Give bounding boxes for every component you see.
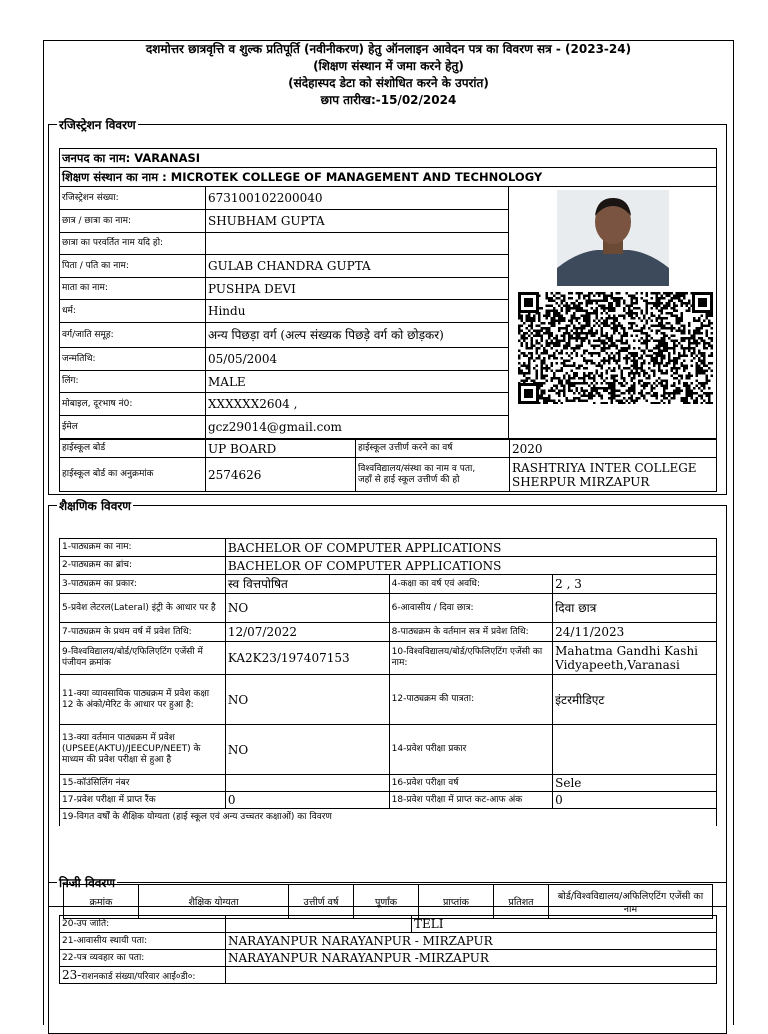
counselling-number: [225, 775, 389, 792]
religion: Hindu: [206, 300, 509, 323]
table-row: [60, 300, 509, 323]
col-max-marks: पूर्णांक: [354, 885, 419, 919]
field-label: रजिस्ट्रेशन संख्या:: [60, 187, 206, 210]
university-name-line2: Vidyapeeth,Varanasi: [555, 658, 680, 672]
university-registration-number: KA2K23/197407153: [225, 642, 389, 675]
header-subtitle-1: (शिक्षण संस्थान में जमा करने हेतु): [313, 59, 464, 73]
field-label: 5-प्रवेश लेटरल(Lateral) इंट्री के आधार पर है: [60, 594, 226, 623]
permanent-address: NARAYANPUR NARAYANPUR - MIRZAPUR: [226, 933, 717, 950]
table-row: [60, 792, 717, 809]
field-label: 15-कॉउंसिलिंग नंबर: [60, 775, 226, 792]
hs-roll-value: 2574626: [206, 458, 356, 492]
student-photo: [557, 190, 669, 286]
field-label: 10-विश्वविद्यालय/बोर्ड/एफिलिएटिंग एजेंसी का नाम:: [389, 642, 552, 675]
table-row: [60, 933, 717, 950]
highschool-table: [59, 439, 717, 492]
table-row: [60, 594, 717, 623]
current-session-admission-date: 24/11/2023: [553, 623, 717, 642]
field-label: 6-आवासीय / दिवा छात्र:: [389, 594, 552, 623]
field-label: छात्रा का परवर्तित नाम यदि हो:: [60, 233, 206, 255]
field-label: 22-पत्र व्यवहार का पता:: [60, 950, 226, 967]
student-details-table: [59, 186, 509, 439]
mobile-number: XXXXXX2604 ,: [206, 393, 509, 416]
sub-caste: TELI: [412, 916, 717, 933]
lateral-entry: NO: [225, 594, 389, 623]
photo-qr-box: [509, 186, 717, 439]
table-row: [60, 278, 509, 300]
table-row: [60, 210, 509, 233]
caste-category: अन्य पिछड़ा वर्ग (अल्प संख्यक पिछड़े वर्ग को छोड़कर): [206, 323, 509, 348]
header-subtitle-2: (संदेहास्पद डेटा को संशोधित करने के उपरांत): [288, 76, 489, 90]
field-label: वर्ग/जाति समूह:: [60, 323, 206, 348]
field-label-text: राशनकार्ड संख्या/परिवार आई०डी०:: [81, 971, 196, 982]
col-percentage: प्रतिशत: [494, 885, 549, 919]
student-name: SHUBHAM GUPTA: [206, 210, 509, 233]
field-label: लिंग:: [60, 371, 206, 393]
table-row: [60, 187, 509, 210]
hostel-day-scholar: दिवा छात्र: [553, 594, 717, 623]
print-date: छाप तारीख:-15/02/2024: [320, 93, 457, 107]
course-name: BACHELOR OF COMPUTER APPLICATIONS: [225, 539, 716, 557]
table-row: [60, 458, 717, 492]
course-eligibility: इंटरमीडिएट: [553, 675, 717, 725]
table-row: [60, 416, 509, 439]
registration-section: [48, 116, 727, 495]
hs-board-value: UP BOARD: [206, 440, 356, 458]
field-label: 4-कक्षा का वर्ष एवं अवधि:: [389, 575, 552, 594]
hs-roll-label: हाईस्कूल बोर्ड का अनुक्रमांक: [60, 458, 206, 492]
course-branch: BACHELOR OF COMPUTER APPLICATIONS: [225, 557, 716, 575]
application-form: [43, 40, 734, 1025]
field-label: छात्र / छात्रा का नाम:: [60, 210, 206, 233]
correspondence-address: NARAYANPUR NARAYANPUR -MIRZAPUR: [226, 950, 717, 967]
field-label: 16-प्रवेश परीक्षा वर्ष: [389, 775, 552, 792]
cutoff-marks: 0: [553, 792, 717, 809]
table-row: [60, 440, 717, 458]
hs-board-label: हाईस्कूल बोर्ड: [60, 440, 206, 458]
gender: MALE: [206, 371, 509, 393]
table-row: [60, 642, 717, 675]
hs-school-label-line1: विश्वविद्यालय/संस्था का नाम व पता,: [358, 463, 476, 474]
table-row: [60, 233, 509, 255]
hs-year-value: 2020: [510, 440, 717, 458]
hs-school-value-line1: RASHTRIYA INTER COLLEGE: [512, 460, 697, 475]
academic-table: [59, 538, 717, 826]
field-label: पिता / पति का नाम:: [60, 255, 206, 278]
header-title: दशमोत्तर छात्रवृत्ति व शुल्क प्रतिपूर्ति (नवीनीकरण) हेतु ऑनलाइन आवेदन पत्र का विवरण सत्र - (2023-24): [145, 42, 632, 56]
col-board-name: बोर्ड/विश्वविद्यालय/अफिलिएटिंग एजेंसी का नाम: [549, 885, 713, 919]
field-label: 8-पाठ्यक्रम के वर्तमान सत्र में प्रवेश तिथि:: [389, 623, 552, 642]
mother-name: PUSHPA DEVI: [206, 278, 509, 300]
field-label: 7-पाठ्यक्रम के प्रथम वर्ष में प्रवेश तिथि:: [60, 623, 226, 642]
row-number: 23-: [62, 967, 82, 982]
field-label: 3-पाठ्यक्रम का प्रकार:: [60, 575, 226, 594]
district-name: जनपद का नाम: VARANASI: [60, 149, 717, 168]
first-year-admission-date: 12/07/2022: [225, 623, 389, 642]
academic-section: [48, 497, 727, 915]
field-label: ईमेल: [60, 416, 206, 439]
course-type: स्व वित्तपोषित: [225, 575, 389, 594]
ration-card-number: [226, 967, 717, 984]
field-label: [60, 967, 226, 984]
table-row: [60, 393, 509, 416]
field-label: 17-प्रवेश परीक्षा में प्राप्त रैंक: [60, 792, 226, 809]
field-label: 13-क्या वर्तमान पाठ्यक्रम में प्रवेश (UPSEE(AKTU)/JEECUP/NEET) के माध्यम की प्रवेश परीक्षा से हुआ है: [60, 725, 226, 775]
col-qualification: शैक्षिक योग्यता: [139, 885, 289, 919]
table-row: [60, 575, 717, 594]
entrance-exam-admission: NO: [225, 725, 389, 775]
personal-section: [48, 874, 727, 1034]
date-of-birth: 05/05/2004: [206, 348, 509, 371]
university-name: [553, 642, 717, 675]
empty-cell: [226, 916, 412, 933]
field-label: 12-पाठ्यक्रम की पात्रता:: [389, 675, 552, 725]
table-row: [60, 809, 717, 826]
hs-year-label: हाईस्कूल उत्तीर्ण करने का वर्ष: [356, 440, 510, 458]
personal-table: [59, 915, 717, 984]
personal-legend: निजी विवरण: [59, 876, 115, 890]
registration-number: 673100102200040: [206, 187, 509, 210]
merit-admission: NO: [225, 675, 389, 725]
table-row: [60, 623, 717, 642]
field-label: 11-क्या व्यावसायिक पाठ्यक्रम में प्रवेश कक्षा 12 के अंको/मेरिट के आधार पर हुआ है:: [60, 675, 226, 725]
table-row: [60, 255, 509, 278]
hs-school-label-line2: जहाँ से हाई स्कूल उत्तीर्ण की हो: [358, 474, 460, 485]
institute-name: शिक्षण संस्थान का नाम : MICROTEK COLLEGE OF MANAGEMENT AND TECHNOLOGY: [60, 168, 717, 187]
field-label: जन्मतिथि:: [60, 348, 206, 371]
table-row: [60, 557, 717, 575]
table-row: [60, 916, 717, 933]
field-label: माता का नाम:: [60, 278, 206, 300]
field-label: 20-उप जाति:: [60, 916, 226, 933]
field-label: 9-विश्वविद्यालय/बोर्ड/एफिलिएटिंग एजेंसी में पंजीयन क्रमांक: [60, 642, 226, 675]
father-name: GULAB CHANDRA GUPTA: [206, 255, 509, 278]
col-serial: क्रमांक: [64, 885, 139, 919]
hs-school-label: [356, 458, 510, 492]
field-label: 14-प्रवेश परीक्षा प्रकार: [389, 725, 552, 775]
table-row: [60, 775, 717, 792]
class-year-duration: 2 , 3: [553, 575, 717, 594]
hs-school-value: [510, 458, 717, 492]
academic-legend: शैक्षणिक विवरण: [59, 499, 131, 513]
table-row: [60, 348, 509, 371]
qr-code: [518, 292, 713, 404]
registration-legend: रजिस्ट्रेशन विवरण: [59, 118, 136, 132]
table-row: [60, 967, 717, 984]
university-name-line1: Mahatma Gandhi Kashi: [555, 644, 699, 658]
registration-table: [59, 148, 717, 187]
field-label: 21-आवासीय स्थायी पता:: [60, 933, 226, 950]
field-label: 18-प्रवेश परीक्षा में प्राप्त कट-आफ अंक: [389, 792, 552, 809]
table-row: [60, 371, 509, 393]
field-label: 2-पाठ्यक्रम का ब्रांच:: [60, 557, 226, 575]
changed-name: [206, 233, 509, 255]
table-row: [60, 950, 717, 967]
table-row: [60, 323, 509, 348]
table-row: [60, 539, 717, 557]
field-label: मोबाइल, दूरभाष नं0:: [60, 393, 206, 416]
col-passing-year: उत्तीर्ण वर्ष: [289, 885, 354, 919]
previous-qualification-heading: 19-विगत वर्षों के शैक्षिक योग्यता (हाई स्कूल एवं अन्य उच्चतर कक्षाओं) का विवरण: [60, 809, 717, 826]
entrance-rank: 0: [225, 792, 389, 809]
email: gcz29014@gmail.com: [206, 416, 509, 439]
entrance-exam-year: Sele: [553, 775, 717, 792]
field-label: 1-पाठ्यक्रम का नाम:: [60, 539, 226, 557]
table-row: [60, 725, 717, 775]
hs-school-value-line2: SHERPUR MIRZAPUR: [512, 474, 650, 489]
col-obtained-marks: प्राप्तांक: [419, 885, 494, 919]
table-row: [60, 675, 717, 725]
form-header: [44, 41, 733, 109]
entrance-exam-type: [553, 725, 717, 775]
field-label: धर्म:: [60, 300, 206, 323]
